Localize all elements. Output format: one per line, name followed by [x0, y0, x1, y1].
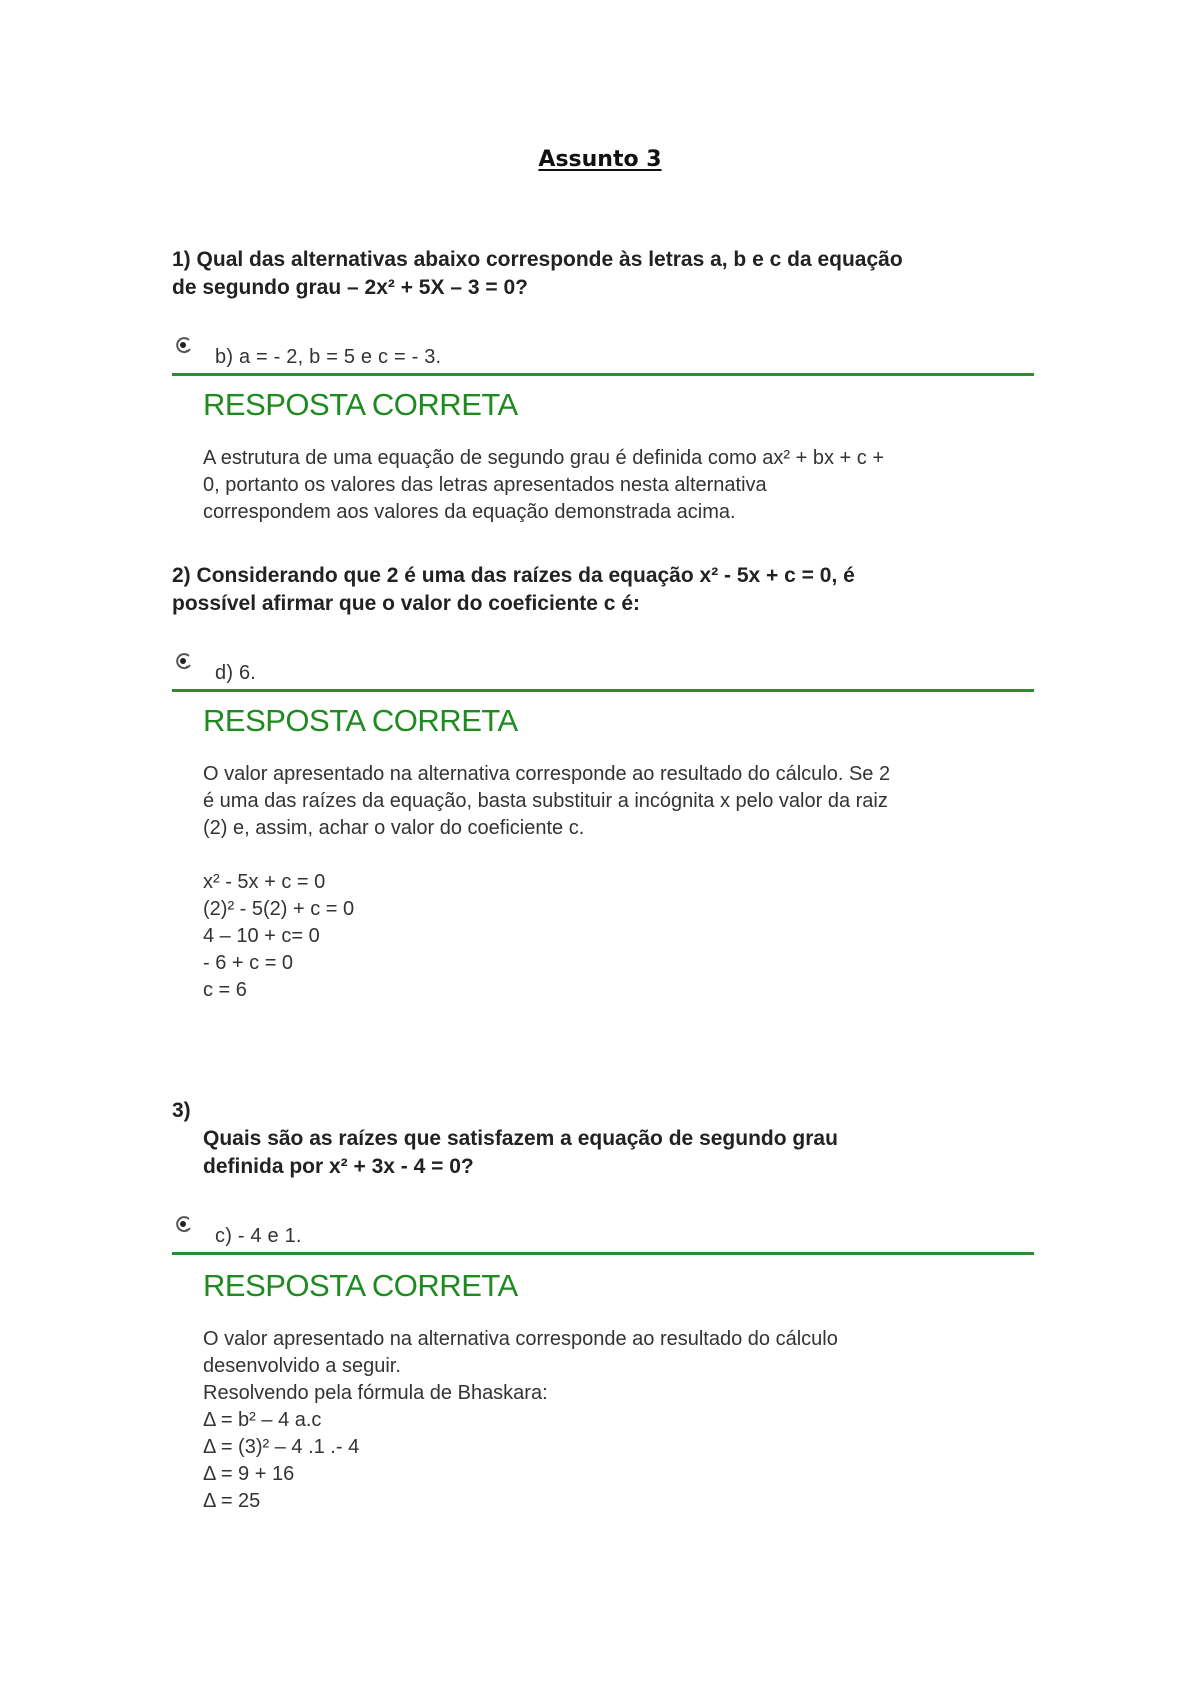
page-title: Assunto 3 [538, 147, 662, 172]
calc-line: x² - 5x + c = 0 [203, 871, 326, 893]
feedback-line: Δ = b² – 4 a.c [203, 1409, 322, 1431]
status-correct: RESPOSTA CORRETA [203, 703, 518, 738]
feedback-line: é uma das raízes da equação, basta substituir a incógnita x pelo valor da raiz [203, 790, 888, 812]
question-2-line-2: possível afirmar que o valor do coeficiente c é: [172, 592, 640, 615]
feedback-line: A estrutura de uma equação de segundo grau é definida como ax² + bx + c + [203, 447, 885, 469]
feedback-text [203, 1326, 1023, 1515]
feedback-line: Resolvendo pela fórmula de Bhaskara: [203, 1382, 548, 1404]
feedback-line: Δ = 25 [203, 1490, 261, 1512]
answer-row-3[interactable] [172, 1215, 1034, 1255]
question-3-number: 3) [172, 1099, 191, 1122]
question-1 [172, 246, 1052, 302]
answer-divider [172, 1252, 1034, 1255]
feedback-line: 0, portanto os valores das letras apresentados nesta alternativa [203, 474, 767, 496]
question-3-line-1: Quais são as raízes que satisfazem a equação de segundo grau [203, 1127, 838, 1150]
radio-selected-icon[interactable] [174, 336, 194, 356]
calc-line: 4 – 10 + c= 0 [203, 925, 320, 947]
feedback-line: (2) e, assim, achar o valor do coeficiente c. [203, 817, 585, 839]
feedback-3 [203, 1268, 1023, 1515]
answer-row-1[interactable] [172, 336, 1034, 376]
status-correct: RESPOSTA CORRETA [203, 1268, 518, 1303]
feedback-1 [203, 387, 1023, 526]
feedback-line: Δ = (3)² – 4 .1 .- 4 [203, 1436, 360, 1458]
calc-line: (2)² - 5(2) + c = 0 [203, 898, 355, 920]
question-3 [203, 1125, 1043, 1181]
selected-answer-2: d) 6. [215, 662, 257, 684]
feedback-line: O valor apresentado na alternativa corresponde ao resultado do cálculo [203, 1328, 838, 1350]
selected-answer-1: b) a = - 2, b = 5 e c = - 3. [215, 346, 442, 368]
answer-row-2[interactable] [172, 652, 1034, 692]
feedback-2 [203, 703, 1023, 1004]
question-3-line-2: definida por x² + 3x - 4 = 0? [203, 1155, 474, 1178]
feedback-line: correspondem aos valores da equação demonstrada acima. [203, 501, 736, 523]
radio-selected-icon[interactable] [174, 1215, 194, 1235]
question-1-line-2: de segundo grau – 2x² + 5X – 3 = 0? [172, 276, 528, 299]
status-correct: RESPOSTA CORRETA [203, 387, 518, 422]
feedback-line: Δ = 9 + 16 [203, 1463, 295, 1485]
selected-answer-3: c) - 4 e 1. [215, 1225, 302, 1247]
question-2 [172, 562, 1052, 618]
calculation-steps [203, 869, 1023, 1004]
answer-divider [172, 689, 1034, 692]
radio-selected-icon[interactable] [174, 652, 194, 672]
question-2-line-1: 2) Considerando que 2 é uma das raízes da equação x² - 5x + c = 0, é [172, 564, 855, 587]
calc-line: - 6 + c = 0 [203, 952, 294, 974]
feedback-text [203, 761, 1023, 842]
answer-divider [172, 373, 1034, 376]
feedback-line: desenvolvido a seguir. [203, 1355, 401, 1377]
question-1-line-1: 1) Qual das alternativas abaixo corresponde às letras a, b e c da equação [172, 248, 903, 271]
feedback-text [203, 445, 1023, 526]
feedback-line: O valor apresentado na alternativa corresponde ao resultado do cálculo. Se 2 [203, 763, 891, 785]
calc-line: c = 6 [203, 979, 247, 1001]
